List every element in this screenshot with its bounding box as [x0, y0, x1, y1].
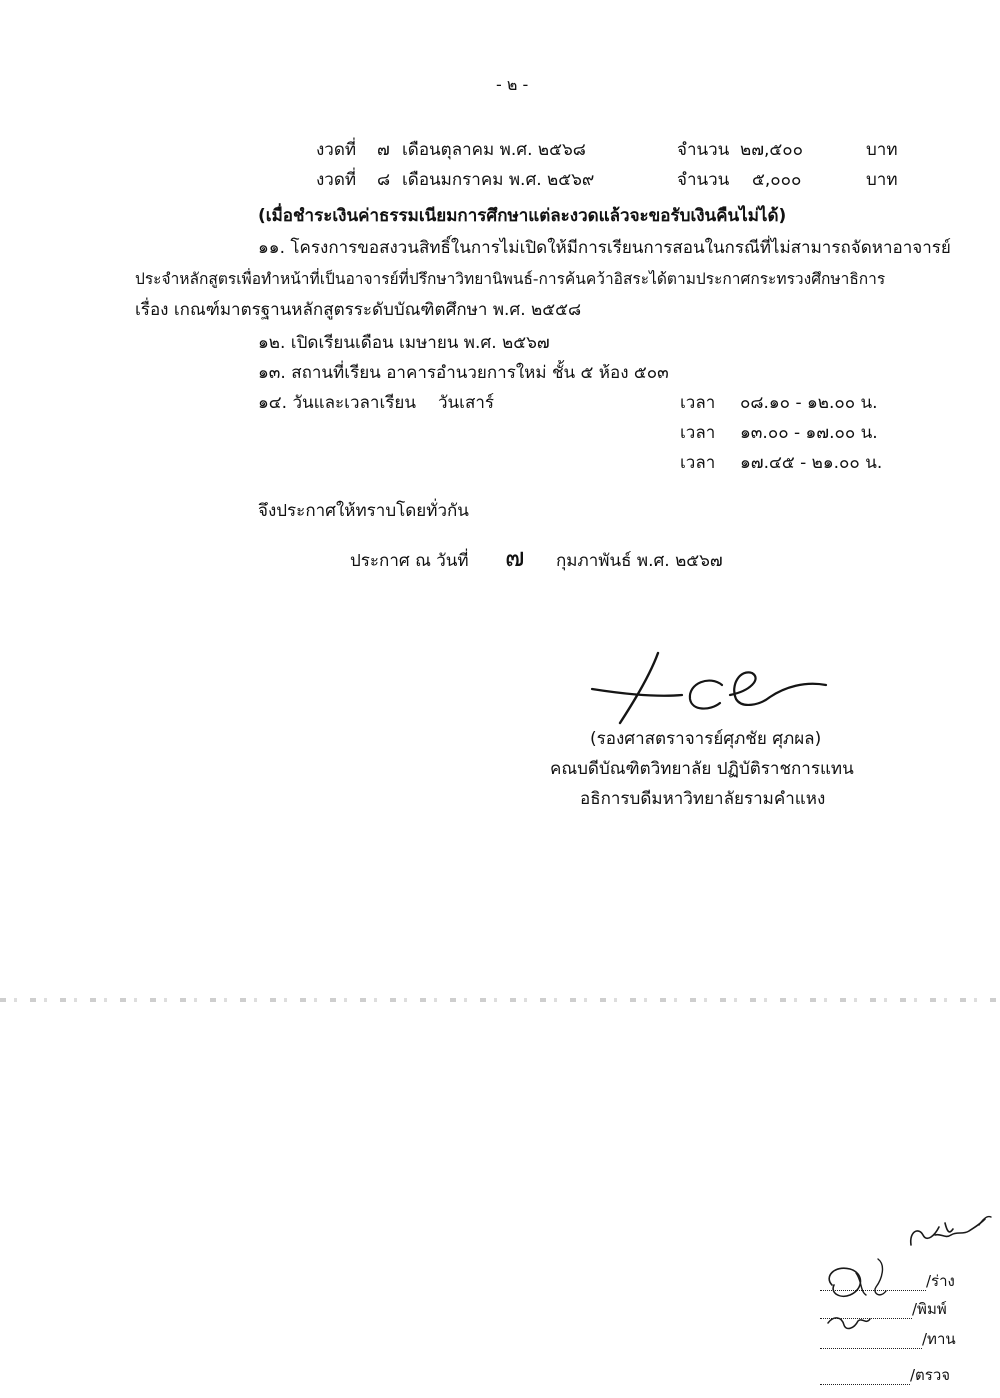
checklist-line	[820, 1384, 910, 1385]
checklist-label: /ทาน	[922, 1330, 956, 1348]
date-day: ๗	[505, 543, 525, 573]
item-11-line-1: ๑๑. โครงการขอสงวนสิทธิ์ในการไม่เปิดให้มีการเรียนการสอนในกรณีที่ไม่สามารถจัดหาอาจารย์	[258, 238, 951, 258]
item-14-label: ๑๔. วันและเวลาเรียน	[258, 393, 416, 413]
item-13: ๑๓. สถานที่เรียน อาคารอำนวยการใหม่ ชั้น ๕ ห้อง ๕๐๓	[258, 363, 669, 383]
installment-label: งวดที่	[316, 170, 357, 190]
page-number: - ๒ -	[496, 75, 529, 94]
installment-month: เดือนตุลาคม พ.ศ. ๒๕๖๘	[402, 140, 586, 160]
checklist-line	[820, 1348, 922, 1349]
installment-amount: ๕,๐๐๐	[752, 170, 802, 190]
signatory-position-2: อธิการบดีมหาวิทยาลัยรามคำแหง	[580, 789, 826, 809]
item-11-line-3: เรื่อง เกณฑ์มาตรฐานหลักสูตรระดับบัณฑิตศึกษา พ.ศ. ๒๕๕๘	[135, 300, 582, 320]
installment-number: ๗	[377, 140, 390, 160]
refund-note: (เมื่อชำระเงินค่าธรรมเนียมการศึกษาแต่ละงวดแล้วจะขอรับเงินคืนไม่ได้)	[258, 206, 787, 226]
installment-unit: บาท	[866, 140, 898, 160]
handwritten-note	[905, 1205, 995, 1255]
checklist-label: /ร่าง	[926, 1272, 955, 1290]
installment-amount-label: จำนวน	[677, 170, 730, 190]
installment-label: งวดที่	[316, 140, 357, 160]
announce-text: จึงประกาศให้ทราบโดยทั่วกัน	[258, 501, 469, 521]
time-label: เวลา	[680, 453, 716, 473]
time-value: ๐๘.๑๐ - ๑๒.๐๐ น.	[740, 393, 878, 413]
checklist-initials	[820, 1255, 920, 1345]
installment-number: ๘	[377, 170, 391, 190]
time-value: ๑๗.๔๕ - ๒๑.๐๐ น.	[740, 453, 883, 473]
installment-unit: บาท	[866, 170, 898, 190]
item-14-day: วันเสาร์	[438, 393, 495, 413]
signature	[590, 645, 840, 735]
installment-amount: ๒๗,๕๐๐	[740, 140, 804, 160]
checklist-label: /ตรวจ	[910, 1366, 951, 1384]
item-12: ๑๒. เปิดเรียนเดือน เมษายน พ.ศ. ๒๕๖๗	[258, 333, 550, 353]
time-value: ๑๓.๐๐ - ๑๗.๐๐ น.	[740, 423, 878, 443]
signatory-position-1: คณบดีบัณฑิตวิทยาลัย ปฏิบัติราชการแทน	[550, 759, 854, 779]
checklist-label: /พิมพ์	[912, 1300, 947, 1318]
time-label: เวลา	[680, 423, 716, 443]
installment-month: เดือนมกราคม พ.ศ. ๒๕๖๙	[402, 170, 595, 190]
item-11-line-2: ประจำหลักสูตรเพื่อทำหน้าที่เป็นอาจารย์ที่ปรึกษาวิทยานิพนธ์-การค้นคว้าอิสระได้ตามประกาศกระทรวงศึกษาธิการ	[135, 270, 886, 288]
date-month-year: กุมภาพันธ์ พ.ศ. ๒๕๖๗	[556, 551, 723, 571]
installment-amount-label: จำนวน	[677, 140, 730, 160]
time-label: เวลา	[680, 393, 716, 413]
scan-artifact	[0, 998, 1000, 1002]
date-prefix: ประกาศ ณ วันที่	[350, 551, 469, 571]
signatory-name: (รองศาสตราจารย์ศุภชัย ศุภผล)	[590, 729, 822, 749]
